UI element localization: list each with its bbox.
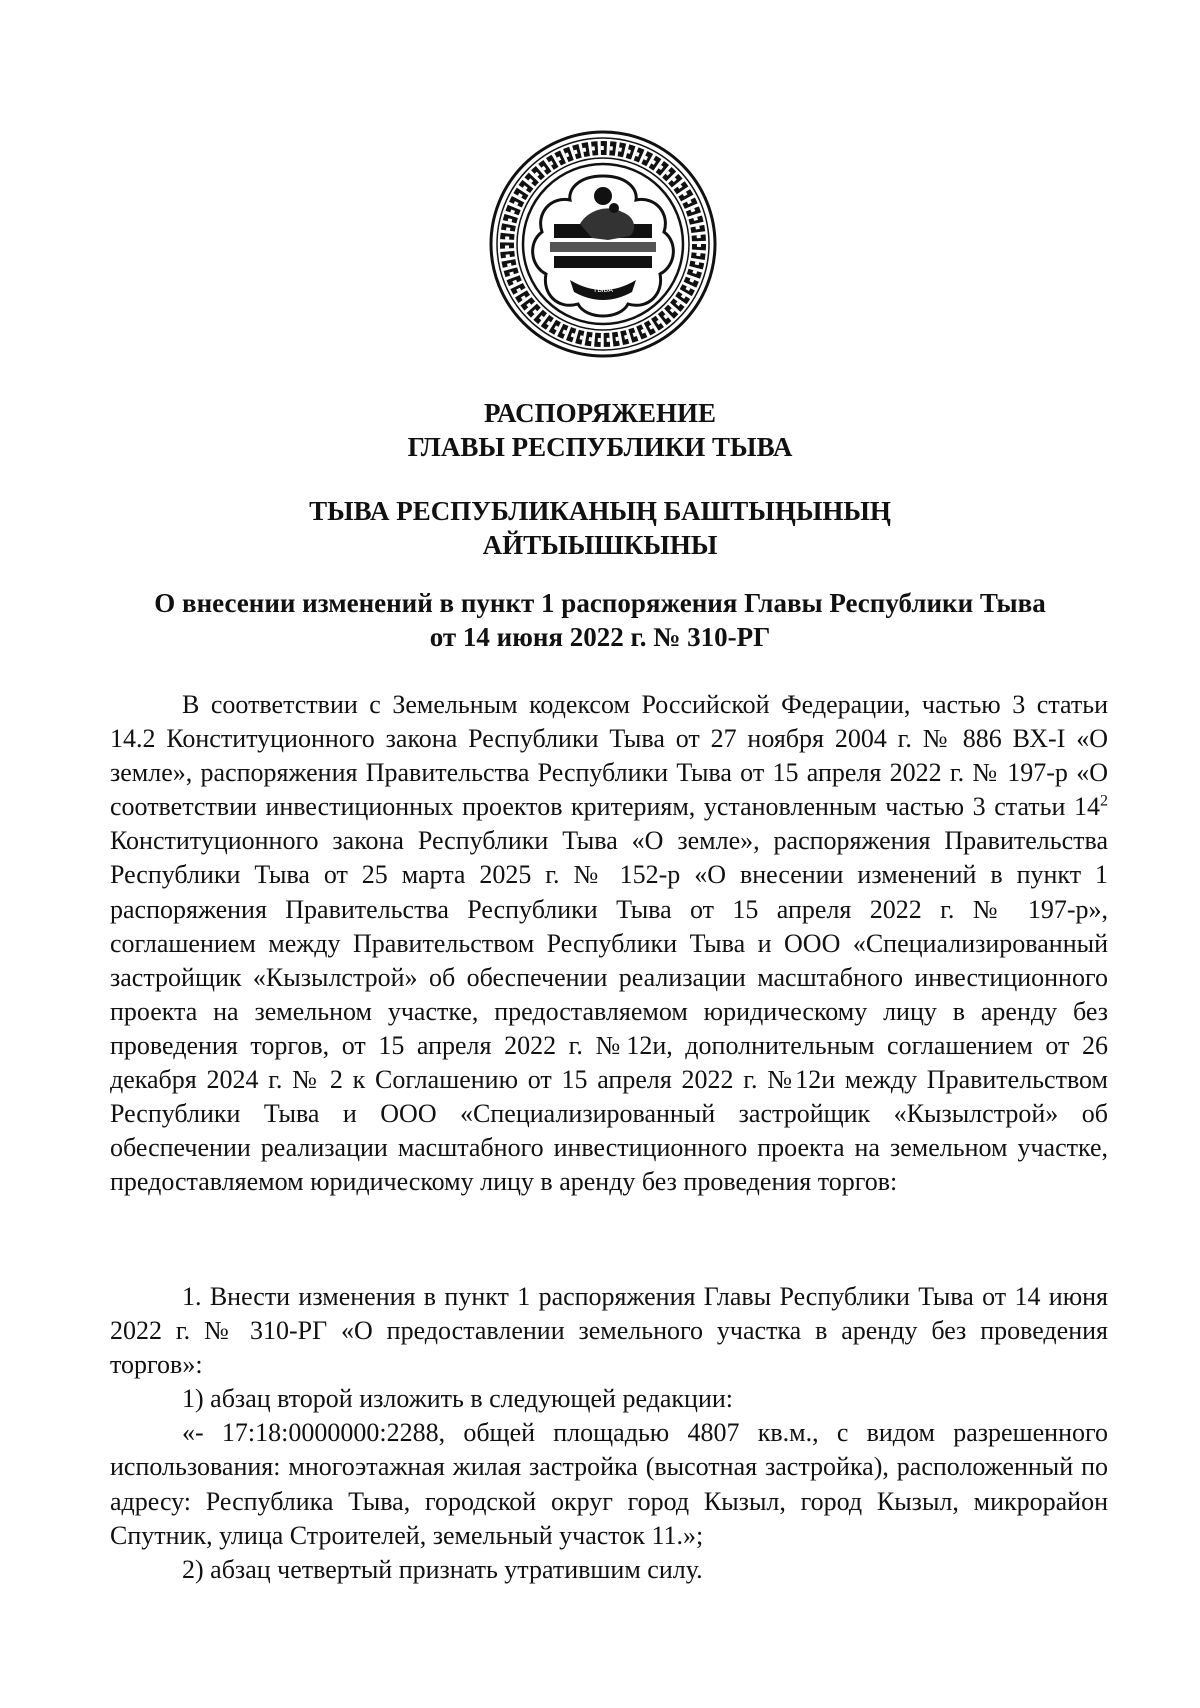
subitem-1: 1) абзац второй изложить в следующей редакции: xyxy=(182,1384,734,1414)
subitem-1-quote: «- 17:18:0000000:2288, общей площадью 4807 кв.м., с видом разрешенного использования: многоэтажная жилая застройка (высотная застройка), расположенный по адресу: Республика Тыва, городской округ город Кызыл, город Кызыл, микрорайон Спутник, улица Строителей, земельный участок 11.»; xyxy=(110,1418,1108,1550)
preamble-part-1: В соответствии с Земельным кодексом Российской Федерации, частью 3 статьи 14.2 Конституционного закона Республики Тыва от 27 ноября 2004 г. № 886 ВХ-I «О земле», распоряжения Правительства Республики Тыва от 15 апреля 2022 г. № 197-р «О соответствии инвестиционных проектов критериям, установленным частью 3 статьи 14 xyxy=(110,690,1108,822)
document-type-heading xyxy=(0,396,1200,464)
operative-part xyxy=(110,1280,1108,1587)
preamble-superscript: 2 xyxy=(1100,792,1108,810)
title-line-1: О внесении изменений в пункт 1 распоряжения Главы Республики Тыва xyxy=(154,588,1046,618)
header-line-2: ГЛАВЫ РЕСПУБЛИКИ ТЫВА xyxy=(407,432,793,462)
header-line-3: ТЫВА РЕСПУБЛИКАНЫҢ БАШТЫҢЫНЫҢ xyxy=(309,496,891,526)
preamble-part-2: Конституционного закона Республики Тыва «О земле», распоряжения Правительства Республики Тыва от 25 марта 2025 г. № 152-р «О внесении изменений в пункт 1 распоряжения Правительства Республики Тыва от 15 апреля 2022 г. № 197-р», соглашением между Правительством Республики Тыва и ООО «Специализированный застройщик «Кызылстрой» об обеспечении реализации масштабного инвестиционного проекта на земельном участке, предоставляемом юридическому лицу в аренду без проведения торгов, от 15 апреля 2022 г. №12и, дополнительным соглашением от 26 декабря 2024 г. № 2 к Соглашению от 15 апреля 2022 г. №12и между Правительством Республики Тыва и ООО «Специализированный застройщик «Кызылстрой» об обеспечении реализации масштабного инвестиционного проекта на земельном участке, предоставляемом юридическому лицу в аренду без проведения торгов: xyxy=(110,826,1108,1197)
header-line-4: АЙТЫЫШКЫНЫ xyxy=(482,530,718,560)
preamble-paragraph xyxy=(110,688,1108,1199)
header-line-1: РАСПОРЯЖЕНИЕ xyxy=(483,398,717,428)
item-1: 1. Внести изменения в пункт 1 распоряжения Главы Республики Тыва от 14 июня 2022 г. № 310-РГ «О предоставлении земельного участка в аренду без проведения торгов»: xyxy=(110,1282,1108,1380)
title-line-2: от 14 июня 2022 г. № 310-РГ xyxy=(429,622,771,652)
document-type-heading-tuvan xyxy=(0,494,1200,562)
coat-of-arms-emblem xyxy=(488,124,718,364)
emblem-label: ТЫВА xyxy=(592,286,614,294)
subitem-2: 2) абзац четвертый признать утратившим силу. xyxy=(182,1554,703,1584)
document-title xyxy=(0,586,1200,654)
